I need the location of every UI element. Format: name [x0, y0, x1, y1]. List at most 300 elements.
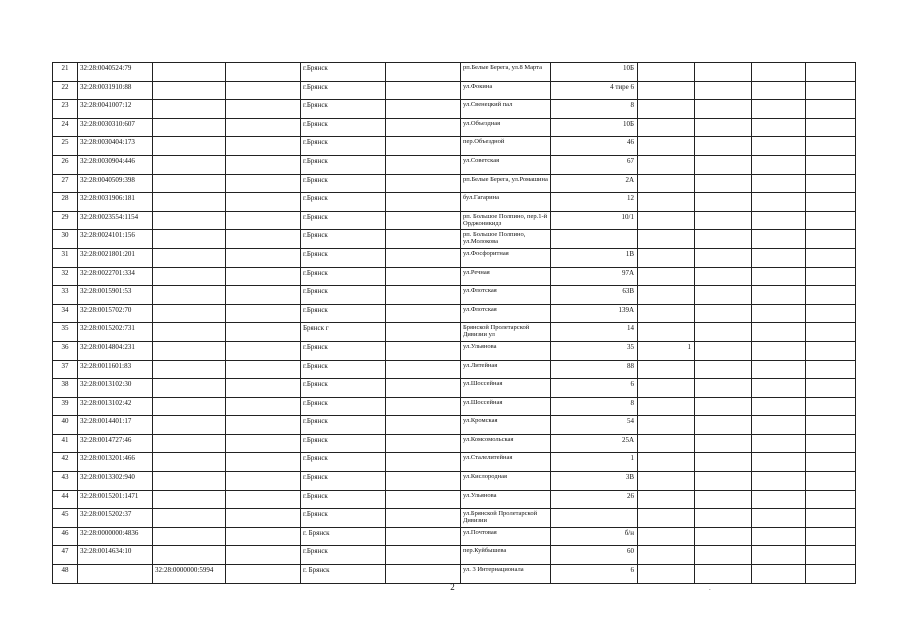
- house-number-cell: 139А: [551, 304, 638, 323]
- cadastral-number-cell: 32:28:0041007:12: [78, 100, 153, 119]
- house-number-cell: 26: [551, 490, 638, 509]
- empty-cell: [695, 118, 752, 137]
- empty-cell: [806, 63, 856, 82]
- empty-cell: [386, 323, 461, 342]
- extra-cell: [638, 193, 695, 212]
- table-row: [53, 118, 856, 137]
- house-number-cell: 67: [551, 155, 638, 174]
- cadastral-number-cell: 32:28:0014727:46: [78, 434, 153, 453]
- empty-cell: [752, 360, 806, 379]
- empty-cell: [806, 379, 856, 398]
- row-number-cell: 24: [53, 118, 78, 137]
- empty-cell: [806, 211, 856, 230]
- street-cell: бул.Гагарина: [461, 193, 551, 212]
- empty-cell: [806, 230, 856, 249]
- table-row: [53, 527, 856, 546]
- empty-cell: [695, 193, 752, 212]
- street-cell: ул.Шоссейная: [461, 397, 551, 416]
- cadastral-number-alt-cell: [153, 81, 226, 100]
- street-cell: Брянской Пролетарской Дивизии ул: [461, 323, 551, 342]
- extra-cell: [638, 174, 695, 193]
- extra-cell: [638, 527, 695, 546]
- empty-cell: [226, 174, 301, 193]
- empty-cell: [806, 155, 856, 174]
- city-cell: г.Брянск: [301, 341, 386, 360]
- extra-cell: [638, 453, 695, 472]
- house-number-cell: 2А: [551, 174, 638, 193]
- cadastral-number-cell: 32:28:0015202:37: [78, 509, 153, 528]
- house-number-cell: 6: [551, 379, 638, 398]
- empty-cell: [695, 211, 752, 230]
- house-number-cell: 8: [551, 397, 638, 416]
- street-cell: ул.Фокина: [461, 81, 551, 100]
- scan-mark: .: [709, 584, 711, 592]
- empty-cell: [386, 416, 461, 435]
- city-cell: г.Брянск: [301, 360, 386, 379]
- empty-cell: [752, 174, 806, 193]
- cadastral-number-cell: 32:28:0040509:398: [78, 174, 153, 193]
- cadastral-number-alt-cell: 32:28:0000000:5994: [153, 565, 226, 584]
- table-row: [53, 360, 856, 379]
- table-row: [53, 211, 856, 230]
- city-cell: г.Брянск: [301, 63, 386, 82]
- city-cell: г.Брянск: [301, 472, 386, 491]
- empty-cell: [806, 248, 856, 267]
- empty-cell: [695, 248, 752, 267]
- table-row: [53, 323, 856, 342]
- cadastral-number-alt-cell: [153, 137, 226, 156]
- empty-cell: [752, 137, 806, 156]
- table-row: [53, 453, 856, 472]
- house-number-cell: 25А: [551, 434, 638, 453]
- empty-cell: [752, 323, 806, 342]
- house-number-cell: 10Б: [551, 118, 638, 137]
- empty-cell: [226, 63, 301, 82]
- extra-cell: [638, 63, 695, 82]
- empty-cell: [386, 248, 461, 267]
- street-cell: рп.Белые Берега, ул.Ромашина: [461, 174, 551, 193]
- row-number-cell: 32: [53, 267, 78, 286]
- row-number-cell: 31: [53, 248, 78, 267]
- empty-cell: [226, 527, 301, 546]
- street-cell: ул.Речная: [461, 267, 551, 286]
- row-number-cell: 42: [53, 453, 78, 472]
- empty-cell: [752, 509, 806, 528]
- cadastral-number-alt-cell: [153, 63, 226, 82]
- table-row: [53, 230, 856, 249]
- extra-cell: [638, 397, 695, 416]
- cadastral-number-cell: 32:28:0023554:1154: [78, 211, 153, 230]
- empty-cell: [752, 100, 806, 119]
- empty-cell: [226, 360, 301, 379]
- registry-table: [52, 62, 856, 584]
- cadastral-number-alt-cell: [153, 174, 226, 193]
- city-cell: г.Брянск: [301, 286, 386, 305]
- street-cell: ул. 3 Интернационала: [461, 565, 551, 584]
- empty-cell: [752, 286, 806, 305]
- house-number-cell: 63В: [551, 286, 638, 305]
- house-number-cell: 1В: [551, 248, 638, 267]
- table-row: [53, 174, 856, 193]
- empty-cell: [752, 379, 806, 398]
- row-number-cell: 38: [53, 379, 78, 398]
- city-cell: г.Брянск: [301, 434, 386, 453]
- row-number-cell: 27: [53, 174, 78, 193]
- cadastral-number-alt-cell: [153, 286, 226, 305]
- row-number-cell: 46: [53, 527, 78, 546]
- empty-cell: [806, 81, 856, 100]
- empty-cell: [695, 360, 752, 379]
- table-row: [53, 397, 856, 416]
- city-cell: г.Брянск: [301, 304, 386, 323]
- table-row: [53, 193, 856, 212]
- row-number-cell: 47: [53, 546, 78, 565]
- row-number-cell: 45: [53, 509, 78, 528]
- street-cell: ул.Кромская: [461, 416, 551, 435]
- empty-cell: [226, 211, 301, 230]
- empty-cell: [695, 490, 752, 509]
- empty-cell: [226, 472, 301, 491]
- table-row: [53, 379, 856, 398]
- city-cell: г.Брянск: [301, 490, 386, 509]
- empty-cell: [695, 267, 752, 286]
- house-number-cell: б/н: [551, 527, 638, 546]
- cadastral-number-cell: 32:28:0022701:334: [78, 267, 153, 286]
- empty-cell: [386, 137, 461, 156]
- empty-cell: [226, 490, 301, 509]
- empty-cell: [752, 211, 806, 230]
- empty-cell: [695, 63, 752, 82]
- empty-cell: [806, 527, 856, 546]
- cadastral-number-alt-cell: [153, 397, 226, 416]
- cadastral-number-cell: 32:28:0015702:70: [78, 304, 153, 323]
- cadastral-number-cell: [78, 565, 153, 584]
- cadastral-number-cell: 32:28:0011601:83: [78, 360, 153, 379]
- empty-cell: [226, 304, 301, 323]
- city-cell: г.Брянск: [301, 416, 386, 435]
- empty-cell: [752, 230, 806, 249]
- empty-cell: [752, 155, 806, 174]
- empty-cell: [226, 416, 301, 435]
- empty-cell: [226, 230, 301, 249]
- empty-cell: [695, 286, 752, 305]
- row-number-cell: 30: [53, 230, 78, 249]
- table-row: [53, 286, 856, 305]
- empty-cell: [752, 341, 806, 360]
- cadastral-number-alt-cell: [153, 360, 226, 379]
- empty-cell: [806, 490, 856, 509]
- empty-cell: [386, 118, 461, 137]
- house-number-cell: 88: [551, 360, 638, 379]
- cadastral-number-cell: 32:28:0014804:231: [78, 341, 153, 360]
- empty-cell: [695, 509, 752, 528]
- empty-cell: [226, 248, 301, 267]
- empty-cell: [806, 565, 856, 584]
- cadastral-number-alt-cell: [153, 434, 226, 453]
- street-cell: ул.Брянской Пролетарской Дивизии: [461, 509, 551, 528]
- row-number-cell: 44: [53, 490, 78, 509]
- street-cell: ул.Советская: [461, 155, 551, 174]
- city-cell: г.Брянск: [301, 193, 386, 212]
- empty-cell: [226, 100, 301, 119]
- street-cell: ул.Шоссейная: [461, 379, 551, 398]
- street-cell: ул.Почтовая: [461, 527, 551, 546]
- empty-cell: [226, 565, 301, 584]
- street-cell: ул.Комсомольская: [461, 434, 551, 453]
- cadastral-number-alt-cell: [153, 248, 226, 267]
- cadastral-number-alt-cell: [153, 416, 226, 435]
- empty-cell: [386, 267, 461, 286]
- house-number-cell: [551, 509, 638, 528]
- city-cell: г.Брянск: [301, 211, 386, 230]
- table-row: [53, 472, 856, 491]
- city-cell: г.Брянск: [301, 118, 386, 137]
- row-number-cell: 29: [53, 211, 78, 230]
- empty-cell: [695, 453, 752, 472]
- table-row: [53, 416, 856, 435]
- cadastral-number-alt-cell: [153, 100, 226, 119]
- empty-cell: [386, 341, 461, 360]
- cadastral-number-cell: 32:28:0013102:42: [78, 397, 153, 416]
- empty-cell: [752, 81, 806, 100]
- extra-cell: [638, 490, 695, 509]
- cadastral-number-cell: 32:28:0014634:10: [78, 546, 153, 565]
- empty-cell: [695, 472, 752, 491]
- extra-cell: [638, 565, 695, 584]
- empty-cell: [752, 472, 806, 491]
- empty-cell: [752, 416, 806, 435]
- empty-cell: [226, 118, 301, 137]
- extra-cell: [638, 304, 695, 323]
- cadastral-number-alt-cell: [153, 341, 226, 360]
- empty-cell: [386, 565, 461, 584]
- empty-cell: [806, 434, 856, 453]
- table-body: [53, 63, 856, 584]
- empty-cell: [806, 174, 856, 193]
- cadastral-number-alt-cell: [153, 546, 226, 565]
- cadastral-number-alt-cell: [153, 193, 226, 212]
- city-cell: г.Брянск: [301, 81, 386, 100]
- empty-cell: [806, 360, 856, 379]
- table-row: [53, 565, 856, 584]
- table-row: [53, 304, 856, 323]
- empty-cell: [752, 434, 806, 453]
- empty-cell: [695, 323, 752, 342]
- city-cell: г.Брянск: [301, 509, 386, 528]
- city-cell: г.Брянск: [301, 397, 386, 416]
- empty-cell: [386, 100, 461, 119]
- empty-cell: [752, 304, 806, 323]
- empty-cell: [386, 174, 461, 193]
- house-number-cell: 10/1: [551, 211, 638, 230]
- empty-cell: [226, 286, 301, 305]
- empty-cell: [386, 434, 461, 453]
- extra-cell: [638, 137, 695, 156]
- empty-cell: [386, 397, 461, 416]
- empty-cell: [752, 527, 806, 546]
- empty-cell: [806, 304, 856, 323]
- empty-cell: [386, 63, 461, 82]
- empty-cell: [226, 341, 301, 360]
- empty-cell: [695, 416, 752, 435]
- empty-cell: [386, 490, 461, 509]
- empty-cell: [806, 100, 856, 119]
- empty-cell: [695, 434, 752, 453]
- empty-cell: [752, 565, 806, 584]
- street-cell: пер.Куйбышева: [461, 546, 551, 565]
- empty-cell: [806, 137, 856, 156]
- empty-cell: [226, 155, 301, 174]
- empty-cell: [695, 100, 752, 119]
- empty-cell: [806, 193, 856, 212]
- empty-cell: [386, 472, 461, 491]
- row-number-cell: 35: [53, 323, 78, 342]
- extra-cell: [638, 472, 695, 491]
- cadastral-number-cell: 32:28:0015901:53: [78, 286, 153, 305]
- extra-cell: [638, 416, 695, 435]
- house-number-cell: 46: [551, 137, 638, 156]
- row-number-cell: 40: [53, 416, 78, 435]
- house-number-cell: 35: [551, 341, 638, 360]
- house-number-cell: 54: [551, 416, 638, 435]
- table-row: [53, 248, 856, 267]
- cadastral-number-alt-cell: [153, 490, 226, 509]
- empty-cell: [806, 397, 856, 416]
- table-row: [53, 509, 856, 528]
- city-cell: г.Брянск: [301, 546, 386, 565]
- empty-cell: [386, 379, 461, 398]
- cadastral-number-alt-cell: [153, 155, 226, 174]
- empty-cell: [386, 546, 461, 565]
- empty-cell: [695, 397, 752, 416]
- table-row: [53, 100, 856, 119]
- extra-cell: [638, 379, 695, 398]
- empty-cell: [806, 453, 856, 472]
- cadastral-number-alt-cell: [153, 527, 226, 546]
- house-number-cell: 14: [551, 323, 638, 342]
- cadastral-number-alt-cell: [153, 230, 226, 249]
- cadastral-number-cell: 32:28:0030310:607: [78, 118, 153, 137]
- street-cell: рп. Большое Полпино, пер.1-й Орджоникидз: [461, 211, 551, 230]
- empty-cell: [752, 453, 806, 472]
- house-number-cell: 10Б: [551, 63, 638, 82]
- extra-cell: [638, 360, 695, 379]
- empty-cell: [386, 453, 461, 472]
- row-number-cell: 48: [53, 565, 78, 584]
- row-number-cell: 36: [53, 341, 78, 360]
- table-row: [53, 155, 856, 174]
- table-row: [53, 267, 856, 286]
- extra-cell: [638, 155, 695, 174]
- row-number-cell: 21: [53, 63, 78, 82]
- table-row: [53, 490, 856, 509]
- empty-cell: [806, 286, 856, 305]
- house-number-cell: 8: [551, 100, 638, 119]
- cadastral-number-cell: 32:28:0031910:88: [78, 81, 153, 100]
- row-number-cell: 37: [53, 360, 78, 379]
- street-cell: ул.Свенецкий пал: [461, 100, 551, 119]
- street-cell: ул.Флотская: [461, 304, 551, 323]
- row-number-cell: 43: [53, 472, 78, 491]
- street-cell: рп.Белые Берега, ул.8 Марта: [461, 63, 551, 82]
- empty-cell: [695, 527, 752, 546]
- empty-cell: [806, 416, 856, 435]
- empty-cell: [226, 509, 301, 528]
- cadastral-number-cell: 32:28:0040524:79: [78, 63, 153, 82]
- city-cell: г.Брянск: [301, 137, 386, 156]
- table-row: [53, 81, 856, 100]
- cadastral-number-cell: 32:28:0015202:731: [78, 323, 153, 342]
- street-cell: ул.Ульянова: [461, 490, 551, 509]
- empty-cell: [226, 267, 301, 286]
- empty-cell: [752, 248, 806, 267]
- row-number-cell: 25: [53, 137, 78, 156]
- cadastral-number-cell: 32:28:0000000:4836: [78, 527, 153, 546]
- street-cell: ул.Фосфоритная: [461, 248, 551, 267]
- empty-cell: [386, 509, 461, 528]
- row-number-cell: 26: [53, 155, 78, 174]
- city-cell: г.Брянск: [301, 453, 386, 472]
- empty-cell: [695, 230, 752, 249]
- cadastral-number-alt-cell: [153, 323, 226, 342]
- street-cell: пер.Объездной: [461, 137, 551, 156]
- cadastral-number-alt-cell: [153, 118, 226, 137]
- row-number-cell: 23: [53, 100, 78, 119]
- cadastral-number-alt-cell: [153, 379, 226, 398]
- extra-cell: [638, 248, 695, 267]
- house-number-cell: 6: [551, 565, 638, 584]
- empty-cell: [806, 323, 856, 342]
- empty-cell: [806, 509, 856, 528]
- city-cell: Брянск г: [301, 323, 386, 342]
- empty-cell: [695, 155, 752, 174]
- empty-cell: [226, 81, 301, 100]
- house-number-cell: 12: [551, 193, 638, 212]
- extra-cell: [638, 546, 695, 565]
- cadastral-number-cell: 32:28:0013302:940: [78, 472, 153, 491]
- street-cell: рп. Большое Полпино, ул.Молокова: [461, 230, 551, 249]
- house-number-cell: [551, 230, 638, 249]
- row-number-cell: 39: [53, 397, 78, 416]
- city-cell: г.Брянск: [301, 155, 386, 174]
- row-number-cell: 22: [53, 81, 78, 100]
- extra-cell: [638, 211, 695, 230]
- cadastral-number-cell: 32:28:0030404:173: [78, 137, 153, 156]
- table-row: [53, 546, 856, 565]
- page-number: 2: [450, 582, 455, 592]
- city-cell: г. Брянск: [301, 527, 386, 546]
- city-cell: г. Брянск: [301, 565, 386, 584]
- table-row: [53, 434, 856, 453]
- cadastral-number-alt-cell: [153, 304, 226, 323]
- house-number-cell: 60: [551, 546, 638, 565]
- extra-cell: 1: [638, 341, 695, 360]
- empty-cell: [226, 434, 301, 453]
- house-number-cell: 4 тире 6: [551, 81, 638, 100]
- empty-cell: [752, 267, 806, 286]
- empty-cell: [226, 453, 301, 472]
- cadastral-number-cell: 32:28:0021801:201: [78, 248, 153, 267]
- street-cell: ул.Объездная: [461, 118, 551, 137]
- row-number-cell: 28: [53, 193, 78, 212]
- extra-cell: [638, 118, 695, 137]
- empty-cell: [386, 155, 461, 174]
- extra-cell: [638, 286, 695, 305]
- cadastral-number-cell: 32:28:0030904:446: [78, 155, 153, 174]
- empty-cell: [386, 360, 461, 379]
- empty-cell: [806, 267, 856, 286]
- empty-cell: [695, 137, 752, 156]
